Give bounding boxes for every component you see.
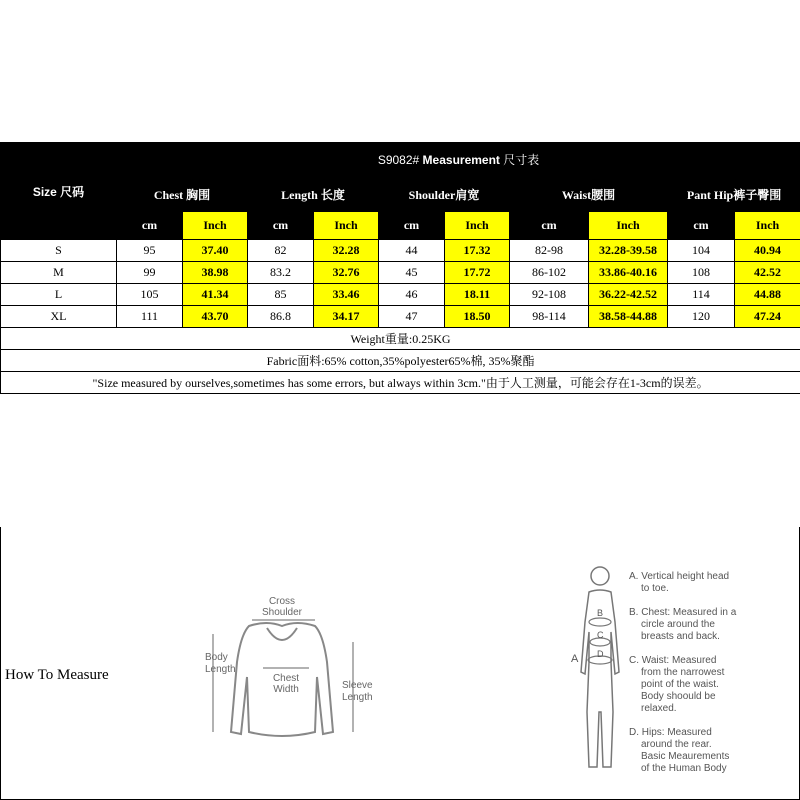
hip-inch: 42.52 — [735, 262, 800, 284]
note-a-line-2: to toe. — [641, 583, 669, 594]
body-length-label-2: Length — [205, 664, 236, 675]
length-cm: 83.2 — [248, 262, 314, 284]
unit-cm: cm — [510, 212, 589, 240]
chest-inch: 43.70 — [183, 306, 248, 328]
note-c-line-4: Body shoould be — [641, 691, 716, 702]
mark-d: D — [597, 649, 604, 659]
unit-cm: cm — [668, 212, 735, 240]
length-cm: 85 — [248, 284, 314, 306]
cross-shoulder-label-1: Cross — [268, 596, 296, 607]
hip-inch: 40.94 — [735, 240, 800, 262]
waist-cm: 92-108 — [510, 284, 589, 306]
table-row — [1, 284, 800, 306]
note-c-line-1: C. Waist: Measured — [629, 655, 717, 666]
length-cm: 82 — [248, 240, 314, 262]
shoulder-inch: 18.50 — [445, 306, 510, 328]
note-row: "Size measured by ourselves,sometimes has some errors, but always within 3cm."由于人工测量，可能会存在1-3cm的误差。 — [1, 372, 800, 394]
note-a-line-1: A. Vertical height head — [629, 571, 730, 582]
head — [591, 567, 609, 585]
mark-a: A — [571, 653, 579, 665]
waist-inch: 32.28-39.58 — [589, 240, 668, 262]
col-length: Length 长度 — [248, 177, 379, 212]
shoulder-cm: 45 — [379, 262, 445, 284]
size-cell: XL — [1, 306, 117, 328]
chest-inch: 38.98 — [183, 262, 248, 284]
chest-cm: 99 — [117, 262, 183, 284]
chest-width-label-2: Width — [273, 684, 299, 695]
size-table — [0, 142, 800, 394]
unit-cm: cm — [117, 212, 183, 240]
hip-inch: 44.88 — [735, 284, 800, 306]
shoulder-cm: 47 — [379, 306, 445, 328]
chest-width-label-1: Chest — [272, 673, 300, 684]
shoulder-cm: 44 — [379, 240, 445, 262]
waist-inch: 33.86-40.16 — [589, 262, 668, 284]
unit-inch: Inch — [589, 212, 668, 240]
col-hip: Pant Hip裤子臀围 — [668, 177, 800, 212]
size-cell: M — [1, 262, 117, 284]
chest-inch: 37.40 — [183, 240, 248, 262]
hip-cm: 108 — [668, 262, 735, 284]
measurement-notes — [629, 567, 799, 787]
col-waist: Waist腰围 — [510, 177, 668, 212]
length-inch: 32.76 — [314, 262, 379, 284]
unit-cm: cm — [379, 212, 445, 240]
chest-inch: 41.34 — [183, 284, 248, 306]
note-b-line-2: circle around the — [641, 619, 715, 630]
unit-inch: Inch — [183, 212, 248, 240]
note-d-line-1: D. Hips: Measured — [629, 727, 712, 738]
body-length-label-1: Body — [205, 652, 228, 663]
note-c-line-3: point of the waist. — [641, 679, 719, 690]
hip-cm: 114 — [668, 284, 735, 306]
note-c-line-2: from the narrowest — [641, 667, 725, 678]
table-row — [1, 240, 800, 262]
chest-cm: 95 — [117, 240, 183, 262]
waist-cm: 98-114 — [510, 306, 589, 328]
shoulder-inch: 17.32 — [445, 240, 510, 262]
sleeve-length-label-2: Length — [342, 692, 373, 703]
note-b-line-3: breasts and back. — [641, 631, 720, 642]
garment-diagram — [197, 582, 387, 762]
waist-cm: 82-98 — [510, 240, 589, 262]
note-d-line-2: around the rear. — [641, 739, 712, 750]
chest-cm: 111 — [117, 306, 183, 328]
length-inch: 33.46 — [314, 284, 379, 306]
note-d-line-3: Basic Meaurements — [641, 751, 730, 762]
hip-cm: 104 — [668, 240, 735, 262]
chest-cm: 105 — [117, 284, 183, 306]
how-to-measure-section — [0, 527, 800, 800]
unit-cm: cm — [248, 212, 314, 240]
shoulder-cm: 46 — [379, 284, 445, 306]
fabric-row: Fabric面料:65% cotton,35%polyester65%棉, 35%聚酯 — [1, 350, 800, 372]
size-chart — [0, 142, 800, 774]
note-b-line-1: B. Chest: Measured in a — [629, 607, 737, 618]
length-inch: 32.28 — [314, 240, 379, 262]
length-inch: 34.17 — [314, 306, 379, 328]
neckline — [267, 628, 297, 640]
cross-shoulder-label-2: Shoulder — [261, 607, 303, 618]
table-row — [1, 306, 800, 328]
size-header: Size 尺码 — [1, 143, 117, 240]
note-d-line-4: of the Human Body — [641, 763, 727, 774]
chart-title: S9082# Measurement 尺寸表 — [117, 143, 800, 177]
waist-inch: 36.22-42.52 — [589, 284, 668, 306]
weight-row: Weight重量:0.25KG — [1, 328, 800, 350]
sleeve-length-label-1: Sleeve — [342, 680, 373, 691]
unit-inch: Inch — [445, 212, 510, 240]
shoulder-inch: 17.72 — [445, 262, 510, 284]
table-row — [1, 262, 800, 284]
size-cell: S — [1, 240, 117, 262]
waist-inch: 38.58-44.88 — [589, 306, 668, 328]
unit-inch: Inch — [735, 212, 800, 240]
hip-cm: 120 — [668, 306, 735, 328]
hip-inch: 47.24 — [735, 306, 800, 328]
note-c-line-5: relaxed. — [641, 703, 677, 714]
mark-b: B — [597, 608, 604, 618]
col-chest: Chest 胸围 — [117, 177, 248, 212]
chest-line — [589, 618, 611, 626]
unit-inch: Inch — [314, 212, 379, 240]
waist-cm: 86-102 — [510, 262, 589, 284]
mark-c: C — [597, 630, 604, 640]
size-cell: L — [1, 284, 117, 306]
length-cm: 86.8 — [248, 306, 314, 328]
col-shoulder: Shoulder肩宽 — [379, 177, 510, 212]
shoulder-inch: 18.11 — [445, 284, 510, 306]
how-to-measure-label: How To Measure — [5, 667, 109, 683]
